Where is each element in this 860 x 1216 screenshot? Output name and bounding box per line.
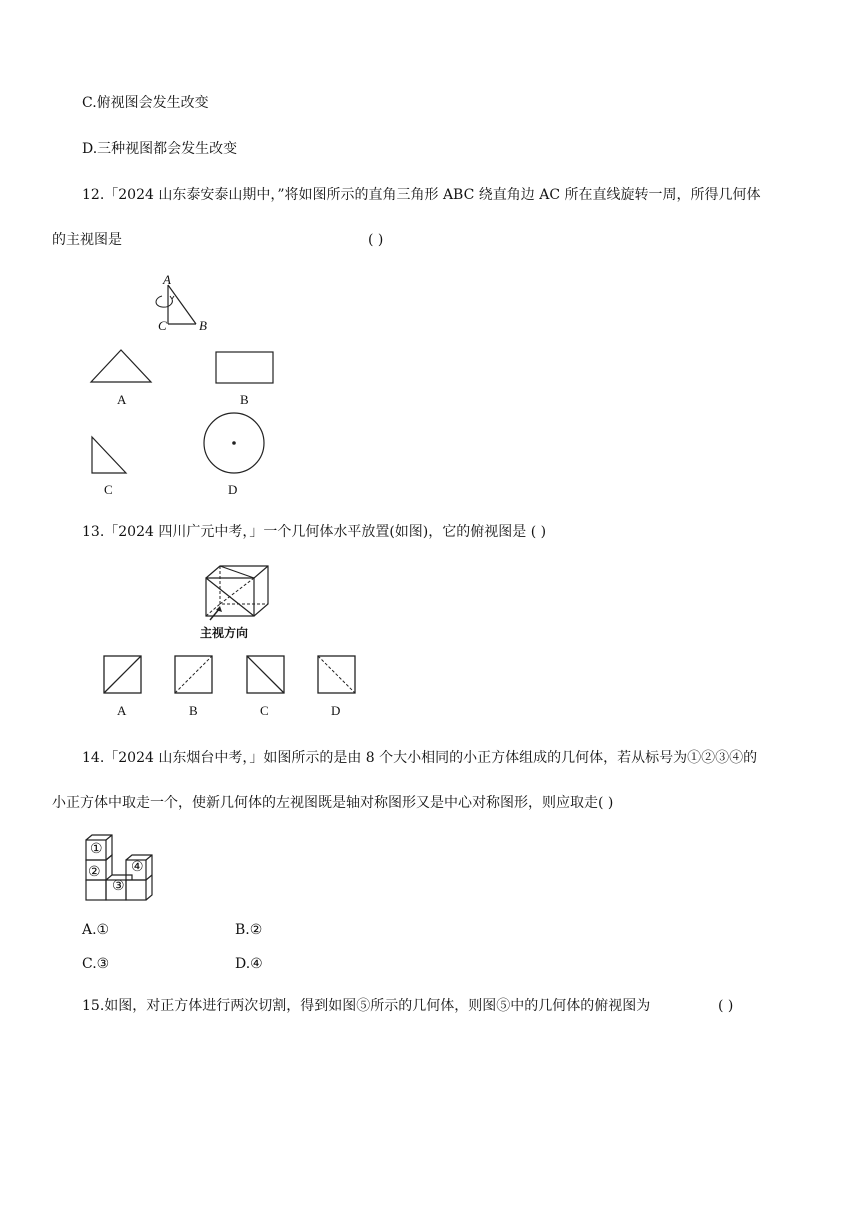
q12-option-a-label: A [117, 392, 127, 407]
q12-option-b-label: B [240, 392, 249, 407]
q13-option-a-shape [102, 654, 144, 696]
q14-option-d: D.④ [235, 956, 263, 972]
question-15-bracket: ( ) [718, 998, 734, 1014]
q13-option-c-label: C [260, 703, 269, 718]
vertex-b-label: B [199, 318, 207, 333]
q12-option-c-label: C [104, 482, 113, 497]
q13-option-a-label: A [117, 703, 127, 718]
question-12-line-2: 的主视图是 [52, 232, 122, 248]
q12-option-c-shape [88, 434, 130, 476]
q13-option-d-shape [316, 654, 358, 696]
q13-option-c-shape [245, 654, 287, 696]
cube-label-2: ② [88, 865, 101, 880]
q12-option-d-shape [201, 410, 267, 476]
question-12-line-1: 12.「2024 山东泰安泰山期中，”将如图所示的直角三角形 ABC 绕直角边 AC 所在直线旋转一周，所得几何体 [82, 187, 761, 203]
q13-option-b-label: B [189, 703, 198, 718]
vertex-c-label: C [158, 318, 167, 333]
view-direction-arrow-icon [206, 604, 226, 624]
question-14-line-2: 小正方体中取走一个，使新几何体的左视图既是轴对称图形又是中心对称图形，则应取走( ) [52, 795, 614, 811]
q14-option-a: A.① [82, 922, 110, 938]
q13-option-b-shape [173, 654, 215, 696]
q14-option-b: B.② [235, 922, 263, 938]
cube-label-4: ④ [131, 860, 144, 875]
q12-option-d-label: D [228, 482, 238, 497]
question-14-line-1: 14.「2024 山东烟台中考，」如图所示的是由 8 个大小相同的小正方体组成的几何体，若从标号为①②③④的 [82, 750, 758, 766]
question-12-bracket: ( ) [368, 232, 384, 248]
vertex-a-label: A [163, 272, 171, 287]
cube-label-1: ① [90, 842, 103, 857]
question-13-line: 13.「2024 四川广元中考，」一个几何体水平放置(如图)，它的俯视图是 ( ) [82, 524, 547, 540]
q12-option-b-shape [214, 350, 276, 386]
option-c-text: C.俯视图会发生改变 [82, 95, 209, 111]
q14-option-c: C.③ [82, 956, 110, 972]
view-direction-label: 主视方向 [200, 626, 249, 640]
option-d-text: D.三种视图都会发生改变 [82, 141, 238, 157]
q12-option-a-shape [88, 346, 154, 386]
q13-option-d-label: D [331, 703, 341, 718]
cube-label-3: ③ [112, 879, 125, 894]
question-15-line: 15.如图，对正方体进行两次切割，得到如图⑤所示的几何体，则图⑤中的几何体的俯视图为 [82, 998, 651, 1014]
